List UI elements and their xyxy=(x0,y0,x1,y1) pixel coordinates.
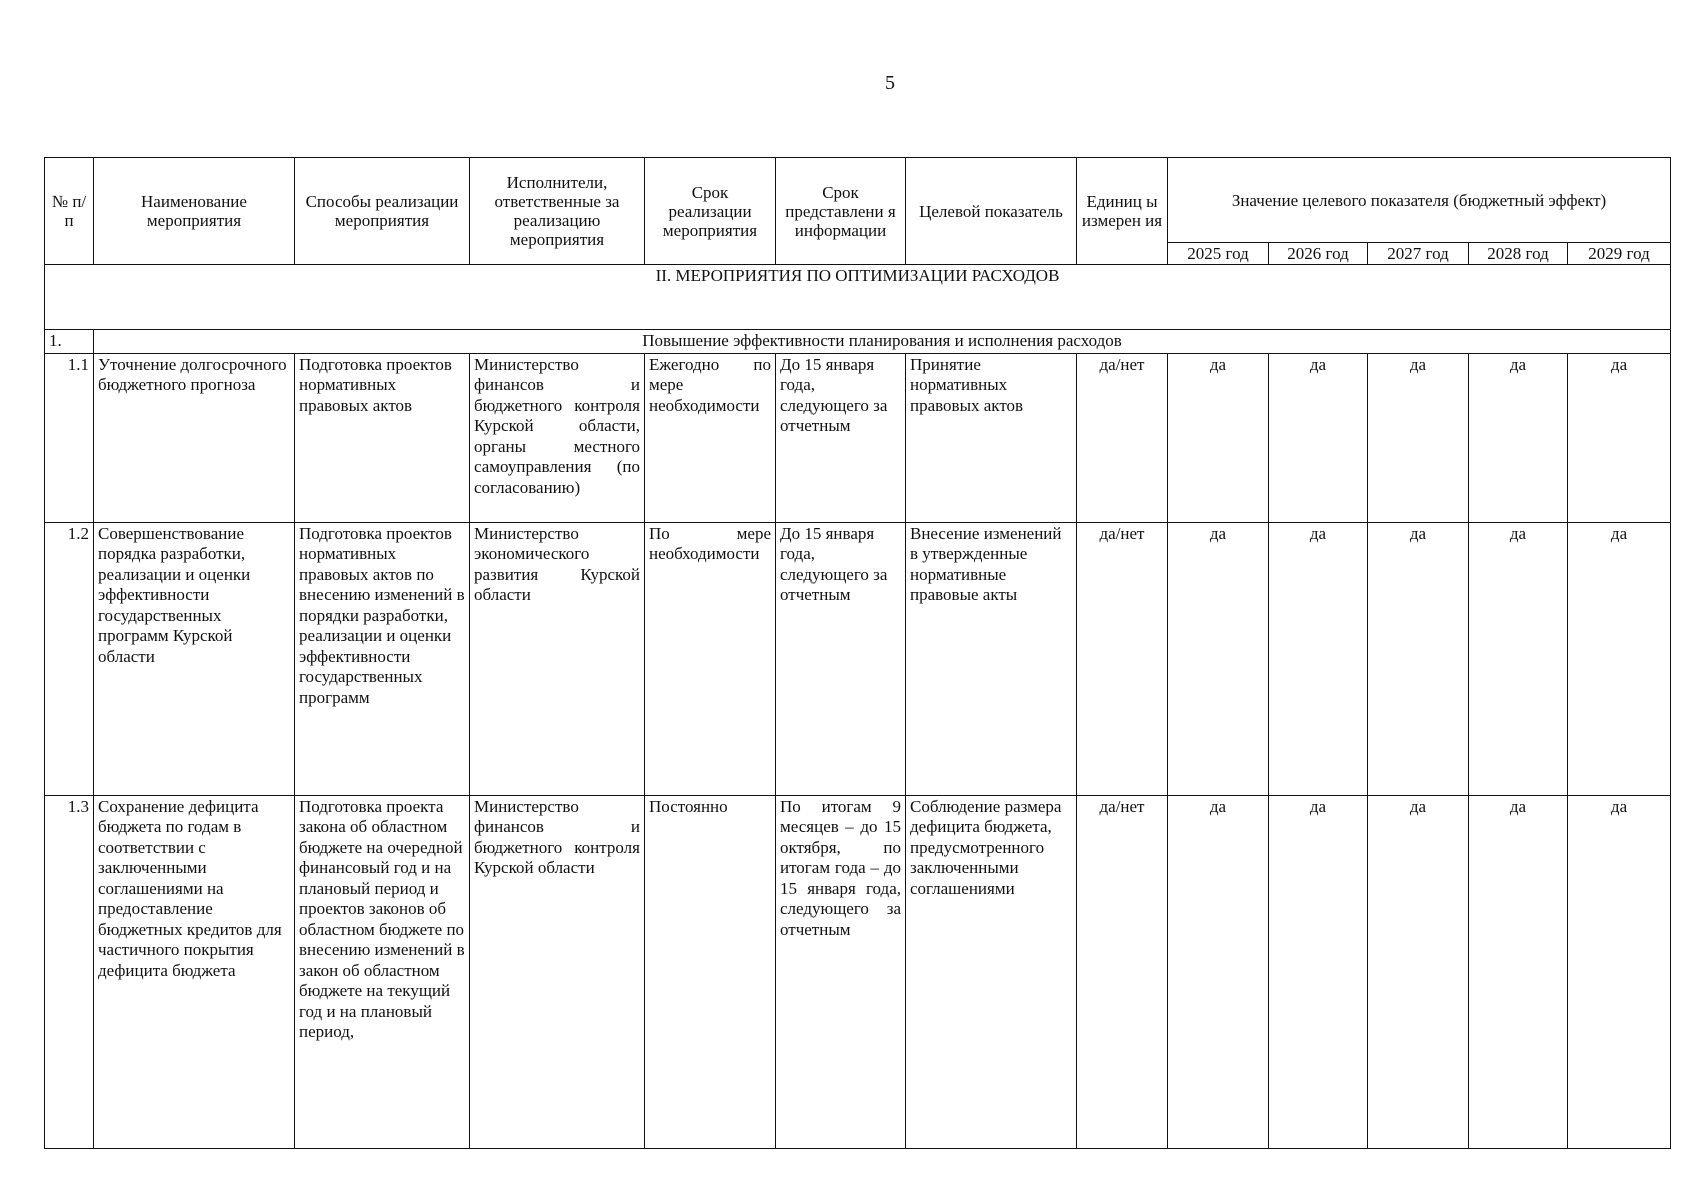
row-period: По мере необходимости xyxy=(645,522,776,795)
row-period: Ежегодно по мере необходимости xyxy=(645,353,776,522)
row-value-2026: да xyxy=(1269,353,1368,522)
header-value-group: Значение целевого показателя (бюджетный эффект) xyxy=(1168,158,1671,243)
table-header xyxy=(45,158,1671,265)
header-name: Наименование мероприятия xyxy=(94,158,295,265)
row-methods: Подготовка проекта закона об областном бюджете на очередной финансовый год и на плановый период и проектов законов об областном бюджете по внесению изменений в закон об областном бюджете на текущий год и на плановый период, xyxy=(295,795,470,1148)
row-methods: Подготовка проектов нормативных правовых актов xyxy=(295,353,470,522)
header-year-2025: 2025 год xyxy=(1168,243,1269,265)
row-unit: да/нет xyxy=(1077,353,1168,522)
header-executors: Исполнители, ответственные за реализацию мероприятия xyxy=(470,158,645,265)
section-title: II. МЕРОПРИЯТИЯ ПО ОПТИМИЗАЦИИ РАСХОДОВ xyxy=(45,265,1671,330)
row-num: 1.3 xyxy=(45,795,94,1148)
row-info-deadline: До 15 января года, следующего за отчетным xyxy=(776,353,906,522)
header-target: Целевой показатель xyxy=(906,158,1077,265)
subsection-num: 1. xyxy=(45,330,94,354)
row-target: Соблюдение размера дефицита бюджета, предусмотренного заключенными соглашениями xyxy=(906,795,1077,1148)
subsection-title: Повышение эффективности планирования и исполнения расходов xyxy=(94,330,1671,354)
row-executors: Министерство финансов и бюджетного контроля Курской области xyxy=(470,795,645,1148)
section-row xyxy=(45,265,1671,330)
row-executors: Министерство финансов и бюджетного контроля Курской области, органы местного самоуправления (по согласованию) xyxy=(470,353,645,522)
header-unit: Единиц ы измерен ия xyxy=(1077,158,1168,265)
row-value-2028: да xyxy=(1469,795,1568,1148)
row-value-2029: да xyxy=(1568,795,1671,1148)
row-name: Сохранение дефицита бюджета по годам в соответствии с заключенными соглашениями на предоставление бюджетных кредитов для частичного покрытия дефицита бюджета xyxy=(94,795,295,1148)
row-value-2025: да xyxy=(1168,522,1269,795)
table-row xyxy=(45,522,1671,795)
row-value-2025: да xyxy=(1168,795,1269,1148)
table-row xyxy=(45,795,1671,1148)
row-value-2027: да xyxy=(1368,795,1469,1148)
subsection-row xyxy=(45,330,1671,354)
row-value-2027: да xyxy=(1368,522,1469,795)
row-value-2027: да xyxy=(1368,353,1469,522)
row-value-2026: да xyxy=(1269,522,1368,795)
row-target: Принятие нормативных правовых актов xyxy=(906,353,1077,522)
measures-table xyxy=(44,157,1671,1149)
row-info-deadline: По итогам 9 месяцев – до 15 октября, по итогам года – до 15 января года, следующего за отчетным xyxy=(776,795,906,1148)
row-target: Внесение изменений в утвержденные нормативные правовые акты xyxy=(906,522,1077,795)
row-unit: да/нет xyxy=(1077,522,1168,795)
row-name: Совершенствование порядка разработки, реализации и оценки эффективности государственных программ Курской области xyxy=(94,522,295,795)
header-year-2029: 2029 год xyxy=(1568,243,1671,265)
header-period: Срок реализации мероприятия xyxy=(645,158,776,265)
row-info-deadline: До 15 января года, следующего за отчетным xyxy=(776,522,906,795)
row-value-2028: да xyxy=(1469,353,1568,522)
row-num: 1.2 xyxy=(45,522,94,795)
table-row xyxy=(45,353,1671,522)
row-value-2029: да xyxy=(1568,522,1671,795)
row-name: Уточнение долгосрочного бюджетного прогноза xyxy=(94,353,295,522)
header-year-2027: 2027 год xyxy=(1368,243,1469,265)
row-value-2026: да xyxy=(1269,795,1368,1148)
header-num: № п/п xyxy=(45,158,94,265)
row-value-2025: да xyxy=(1168,353,1269,522)
row-methods: Подготовка проектов нормативных правовых актов по внесению изменений в порядки разработки, реализации и оценки эффективности государственных программ xyxy=(295,522,470,795)
header-methods: Способы реализации мероприятия xyxy=(295,158,470,265)
row-executors: Министерство экономического развития Курской области xyxy=(470,522,645,795)
row-unit: да/нет xyxy=(1077,795,1168,1148)
header-year-2028: 2028 год xyxy=(1469,243,1568,265)
row-value-2029: да xyxy=(1568,353,1671,522)
row-num: 1.1 xyxy=(45,353,94,522)
row-period: Постоянно xyxy=(645,795,776,1148)
header-info-deadline: Срок представлени я информации xyxy=(776,158,906,265)
header-year-2026: 2026 год xyxy=(1269,243,1368,265)
page-number: 5 xyxy=(885,72,895,94)
row-value-2028: да xyxy=(1469,522,1568,795)
